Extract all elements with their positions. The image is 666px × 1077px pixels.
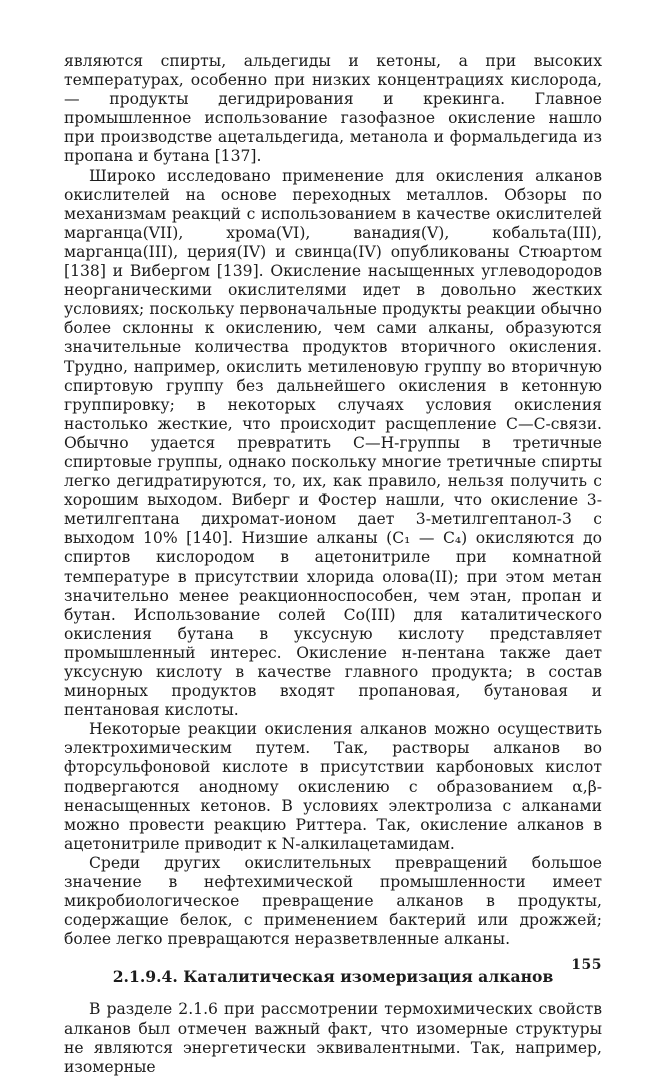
paragraph-continuation: являются спирты, альдегиды и кетоны, а при высоких температурах, особенно при низких концентрациях кислорода,— продукты дегидрирования и крекинга. Главное промышленное использование газофазное окисление нашло при производстве ацетальдегида, метанола и формальдегида из пропана и бутана [137]. — [64, 52, 602, 166]
paragraph-electrochemical-oxidation: Некоторые реакции окисления алканов можно осуществить электрохимическим путем. Так, растворы алканов во фторсульфоновой кислоте в присутствии карбоновых кислот подвергаются анодному окислению с образованием α,β-ненасыщенных кетонов. В условиях электролиза с алканами можно провести реакцию Риттера. Так, окисление алканов в ацетонитриле приводит к N-алкилацетамидам. — [64, 720, 602, 853]
section-heading: 2.1.9.4. Каталитическая изомеризация алканов — [112, 967, 554, 987]
page-number: 155 — [571, 957, 602, 973]
paragraph-isomerization-intro: В разделе 2.1.6 при рассмотрении термохимических свойств алканов был отмечен важный факт, что изомерные структуры не являются энергетически эквивалентными. Так, например, изомерные — [64, 1000, 602, 1076]
paragraph-microbiological-conversion: Среди других окислительных превращений большое значение в нефтехимической промышленности имеет микробиологическое превращение алканов в продукты, содержащие белок, с применением бактерий или дрожжей; более легко превращаются неразветвленные алканы. — [64, 853, 602, 949]
paragraph-transition-metal-oxidants: Широко исследовано применение для окисления алканов окислителей на основе переходных металлов. Обзоры по механизмам реакций с использованием в качестве окислителей марганца(VII), хрома(VI), ванадия(V), кобальта(III), марганца(III), церия(IV) и свинца(IV) опубликованы Стюартом [138] и Вибергом [139]. Окисление насыщенных углеводородов неорганическими окислителями идет в довольно жестких условиях; поскольку первоначальные продукты реакции обычно более склонны к окислению, чем сами алканы, образуются значительные количества продуктов вторичного окисления. Трудно, например, окислить метиленовую группу во вторичную спиртовую группу без дальнейшего окисления в кетонную группировку; в некоторых случаях условия окисления настолько жесткие, что происходит расщепление С—С-связи. Обычно удается превратить С—Н-группы в третичные спиртовые группы, однако поскольку многие третичные спирты легко дегидратируются, то, их, как правило, нельзя получить с хорошим выходом. Виберг и Фостер нашли, что окисление 3-метилгептана дихромат-ионом дает 3-метилгептанол-3 с выходом 10% [140]. Низшие алканы (С₁ — С₄) окисляются до спиртов кислородом в ацетонитриле при комнатной температуре в присутствии хлорида олова(II); при этом метан значительно менее реакционноспособен, чем этан, пропан и бутан. Использование солей Со(III) для каталитического окисления бутана в уксусную кислоту представляет промышленный интерес. Окисление н-пентана также дает уксусную кислоту в качестве главного продукта; в состав минорных продуктов входят пропановая, бутановая и пентановая кислоты. — [64, 166, 602, 720]
book-page — [64, 52, 602, 1076]
